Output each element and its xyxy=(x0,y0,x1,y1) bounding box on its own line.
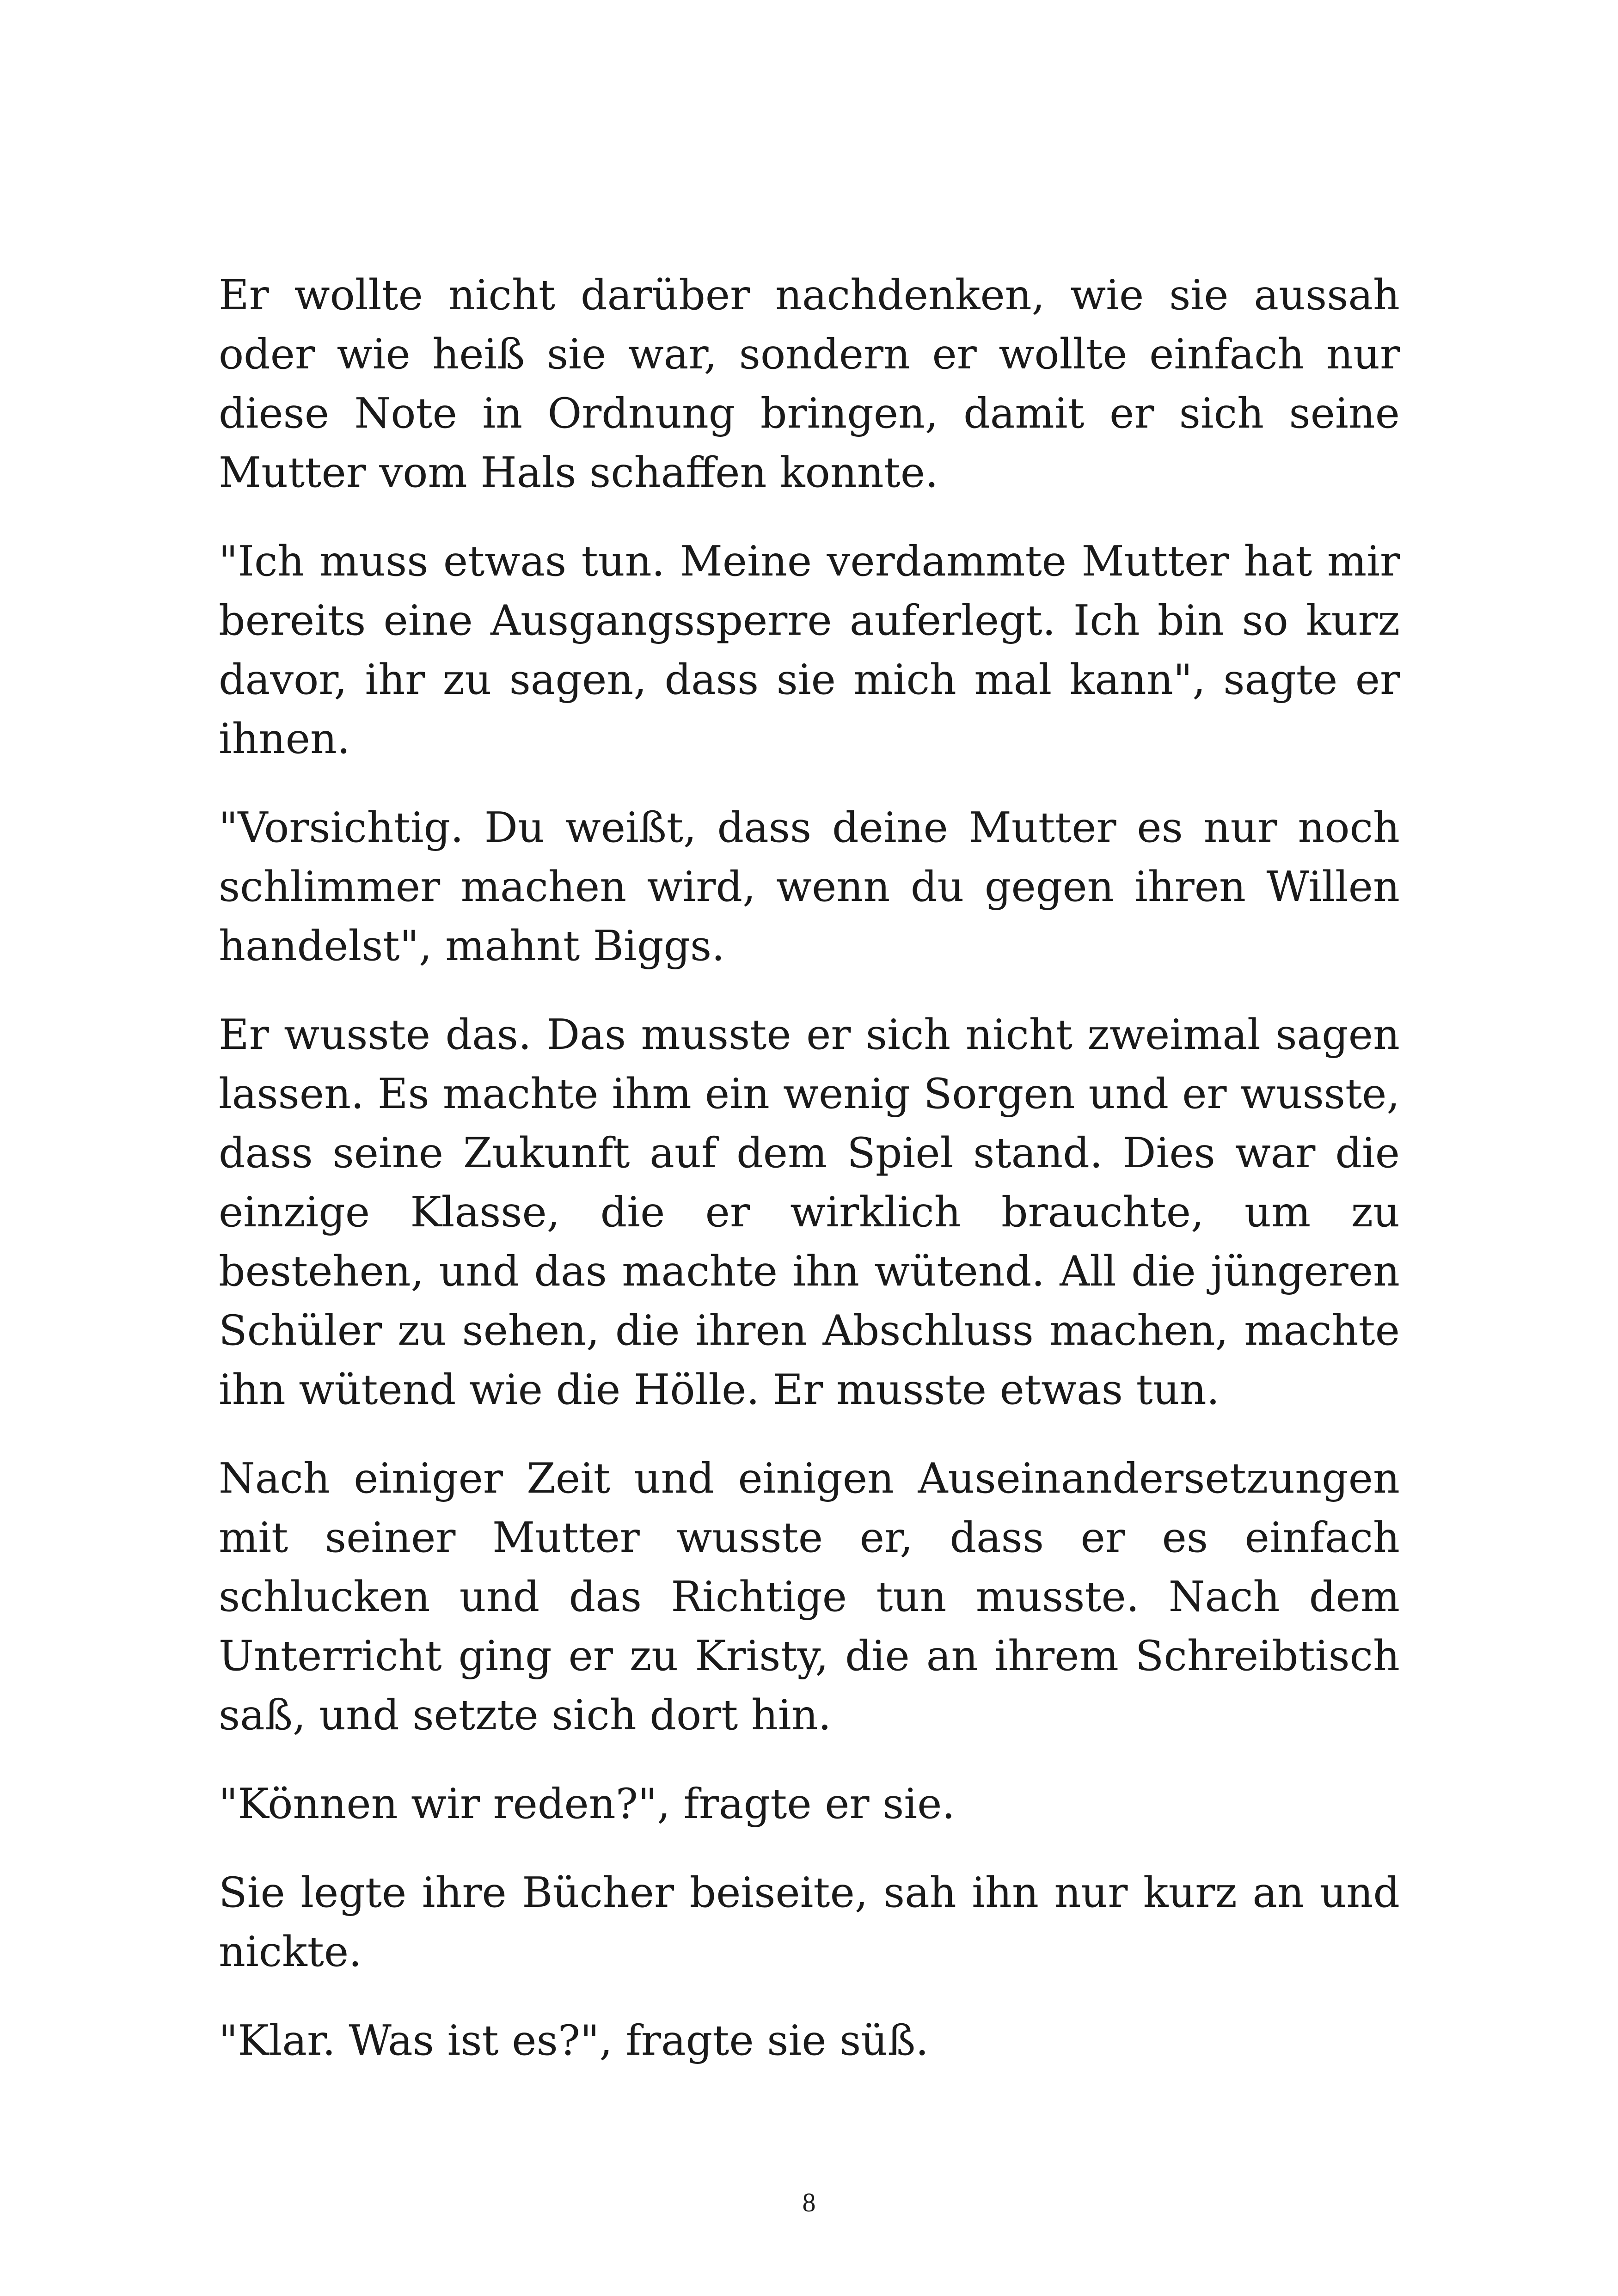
body-text xyxy=(219,266,1400,2100)
page-number: 8 xyxy=(802,2187,816,2217)
paragraph: Er wusste das. Das musste er sich nicht zweimal sagen lassen. Es machte ihm ein wenig Sorgen und er wusste, dass seine Zukunft auf dem Spiel stand. Dies war die einzige Klasse, die er wirklich brauchte, um zu bestehen, und das machte ihn wütend. All die jüngeren Schüler zu sehen, die ihren Abschluss machen, machte ihn wütend wie die Hölle. Er musste etwas tun. xyxy=(219,1010,1400,1414)
paragraph: Er wollte nicht darüber nachdenken, wie sie aussah oder wie heiß sie war, sondern er wollte einfach nur diese Note in Ordnung bringen, damit er sich seine Mutter vom Hals schaffen konnte. xyxy=(219,271,1400,497)
paragraph: "Können wir reden?", fragte er sie. xyxy=(219,1780,955,1828)
paragraph: "Ich muss etwas tun. Meine verdammte Mutter hat mir bereits eine Ausgangssperre auferlegt. Ich bin so kurz davor, ihr zu sagen, dass sie mich mal kann", sagte er ihnen. xyxy=(219,537,1400,763)
paragraph: "Klar. Was ist es?", fragte sie süß. xyxy=(219,2016,929,2065)
paragraph: Nach einiger Zeit und einigen Auseinandersetzungen mit seiner Mutter wusste er, dass er es einfach schlucken und das Richtige tun musste. Nach dem Unterricht ging er zu Kristy, die an ihrem Schreibtisch saß, und setzte sich dort hin. xyxy=(219,1454,1400,1739)
paragraph: Sie legte ihre Bücher beiseite, sah ihn nur kurz an und nickte. xyxy=(219,1868,1400,1976)
paragraph: "Vorsichtig. Du weißt, dass deine Mutter es nur noch schlimmer machen wird, wenn du gegen ihren Willen handelst", mahnt Biggs. xyxy=(219,803,1400,970)
